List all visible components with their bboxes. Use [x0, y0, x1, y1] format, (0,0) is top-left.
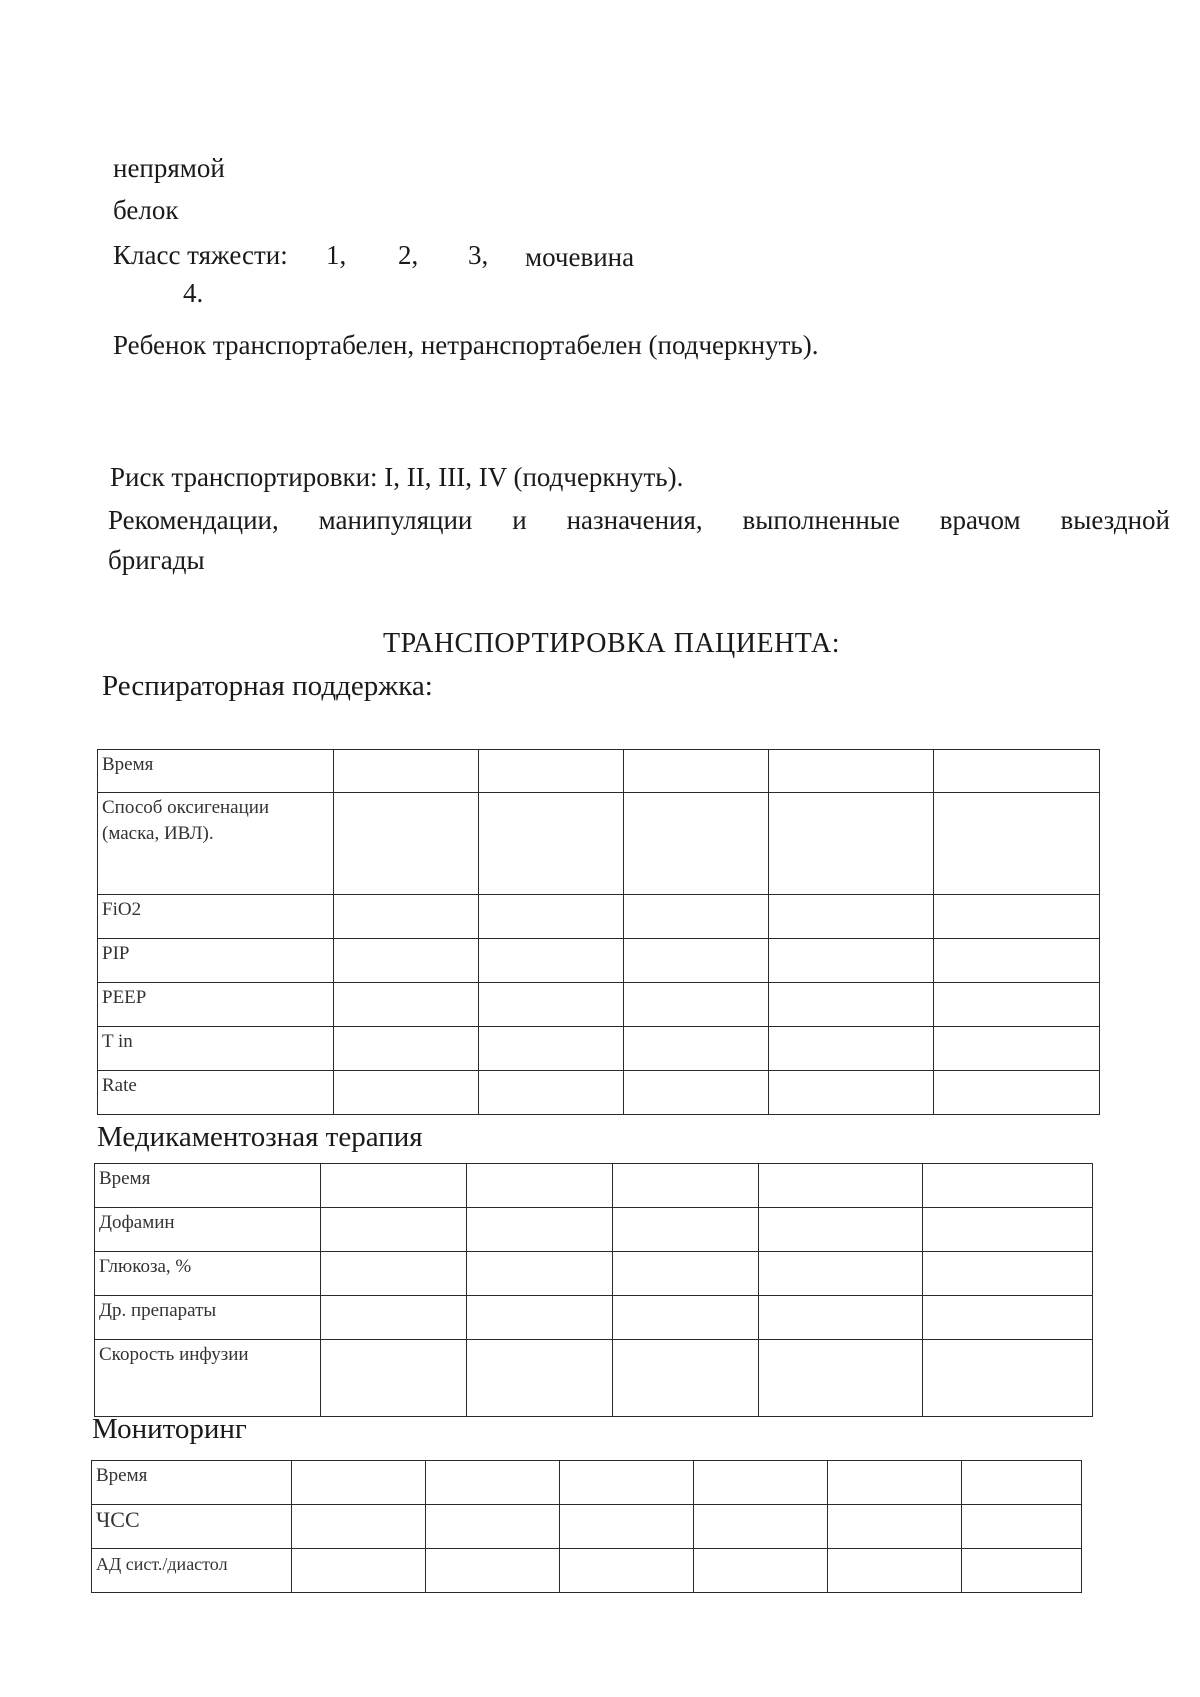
protein-label: белок: [113, 195, 179, 225]
row-label-heart-rate: ЧСС: [92, 1505, 292, 1549]
table-cell[interactable]: [694, 1461, 828, 1505]
row-label-t-in: T in: [98, 1027, 334, 1071]
table-cell[interactable]: [934, 793, 1100, 895]
urea-label: мочевина: [525, 242, 635, 272]
table-cell[interactable]: [624, 983, 769, 1027]
table-cell[interactable]: [769, 750, 934, 793]
table-cell[interactable]: [624, 1027, 769, 1071]
table-cell[interactable]: [934, 895, 1100, 939]
table-cell[interactable]: [560, 1505, 694, 1549]
table-cell[interactable]: [479, 1027, 624, 1071]
table-cell[interactable]: [694, 1505, 828, 1549]
table-cell[interactable]: [759, 1296, 923, 1340]
table-cell[interactable]: [828, 1461, 962, 1505]
row-label-time: Время: [95, 1164, 321, 1208]
table-cell[interactable]: [479, 939, 624, 983]
table-cell[interactable]: [624, 1071, 769, 1115]
table-cell[interactable]: [467, 1208, 613, 1252]
table-cell[interactable]: [613, 1252, 759, 1296]
table-cell[interactable]: [624, 895, 769, 939]
table-cell[interactable]: [934, 1071, 1100, 1115]
table-cell[interactable]: [334, 983, 479, 1027]
table-cell[interactable]: [759, 1252, 923, 1296]
table-cell[interactable]: [934, 1027, 1100, 1071]
table-cell[interactable]: [479, 895, 624, 939]
table-cell[interactable]: [321, 1164, 467, 1208]
table-cell[interactable]: [426, 1461, 560, 1505]
page-title: ТРАНСПОРТИРОВКА ПАЦИЕНТА:: [383, 628, 841, 659]
row-label-dopamine: Дофамин: [95, 1208, 321, 1252]
table-cell[interactable]: [321, 1340, 467, 1417]
table-cell[interactable]: [479, 1071, 624, 1115]
table-cell[interactable]: [923, 1340, 1093, 1417]
table-cell[interactable]: [694, 1549, 828, 1593]
severity-option-4[interactable]: 4.: [183, 278, 204, 308]
table-cell[interactable]: [613, 1340, 759, 1417]
table-cell[interactable]: [962, 1505, 1082, 1549]
row-label-oxygenation-method: Способ оксигенации (маска, ИВЛ).: [98, 793, 334, 895]
indirect-label: непрямой: [113, 153, 225, 183]
table-cell[interactable]: [962, 1549, 1082, 1593]
table-cell[interactable]: [334, 793, 479, 895]
table-cell[interactable]: [769, 793, 934, 895]
table-cell[interactable]: [426, 1549, 560, 1593]
table-cell[interactable]: [334, 1071, 479, 1115]
table-cell[interactable]: [321, 1296, 467, 1340]
transportability-text[interactable]: Ребенок транспортабелен, нетранспортабелен (подчеркнуть).: [113, 330, 819, 360]
monitoring-heading: Мониторинг: [92, 1413, 247, 1445]
table-cell[interactable]: [321, 1252, 467, 1296]
transport-risk-text[interactable]: Риск транспортировки: I, II, III, IV (подчеркнуть).: [110, 462, 684, 492]
table-cell[interactable]: [934, 983, 1100, 1027]
table-cell[interactable]: [923, 1296, 1093, 1340]
table-cell[interactable]: [467, 1340, 613, 1417]
table-cell[interactable]: [560, 1461, 694, 1505]
row-label-rate: Rate: [98, 1071, 334, 1115]
severity-option-1[interactable]: 1,: [326, 240, 347, 270]
table-cell[interactable]: [560, 1549, 694, 1593]
severity-option-3[interactable]: 3,: [468, 240, 489, 270]
table-cell[interactable]: [479, 750, 624, 793]
row-label-fio2: FiO2: [98, 895, 334, 939]
table-cell[interactable]: [934, 939, 1100, 983]
table-cell[interactable]: [624, 939, 769, 983]
recommendations-line: Рекомендации, манипуляции и назначения, выполненные врачом выездной: [108, 505, 1170, 535]
table-cell[interactable]: [759, 1340, 923, 1417]
table-cell[interactable]: [479, 983, 624, 1027]
table-cell[interactable]: [923, 1252, 1093, 1296]
monitoring-table: [91, 1460, 1082, 1593]
table-cell[interactable]: [962, 1461, 1082, 1505]
table-cell[interactable]: [292, 1461, 426, 1505]
table-cell[interactable]: [759, 1164, 923, 1208]
table-cell[interactable]: [624, 750, 769, 793]
medication-therapy-heading: Медикаментозная терапия: [97, 1121, 423, 1153]
table-cell[interactable]: [467, 1296, 613, 1340]
respiratory-table: [97, 749, 1100, 1115]
row-label-other-drugs: Др. препараты: [95, 1296, 321, 1340]
table-cell[interactable]: [334, 750, 479, 793]
table-cell[interactable]: [923, 1208, 1093, 1252]
table-cell[interactable]: [321, 1208, 467, 1252]
table-cell[interactable]: [769, 1027, 934, 1071]
table-cell[interactable]: [292, 1549, 426, 1593]
table-cell[interactable]: [769, 939, 934, 983]
severity-class-label: Класс тяжести:: [113, 240, 288, 270]
table-cell[interactable]: [934, 750, 1100, 793]
row-label-time: Время: [92, 1461, 292, 1505]
table-cell[interactable]: [334, 895, 479, 939]
table-cell[interactable]: [479, 793, 624, 895]
table-cell[interactable]: [624, 793, 769, 895]
row-label-peep: PEEP: [98, 983, 334, 1027]
table-cell[interactable]: [828, 1505, 962, 1549]
row-label-infusion-rate: Скорость инфузии: [95, 1340, 321, 1417]
row-label-time: Время: [98, 750, 334, 793]
respiratory-support-heading: Респираторная поддержка:: [102, 670, 433, 702]
row-label-glucose: Глюкоза, %: [95, 1252, 321, 1296]
row-label-blood-pressure: АД сист./диастол: [92, 1549, 292, 1593]
table-cell[interactable]: [467, 1252, 613, 1296]
table-cell[interactable]: [426, 1505, 560, 1549]
table-cell[interactable]: [769, 1071, 934, 1115]
recommendations-line-2: бригады: [108, 545, 205, 575]
medication-table: [94, 1163, 1093, 1417]
table-cell[interactable]: [613, 1208, 759, 1252]
table-cell[interactable]: [923, 1164, 1093, 1208]
row-label-pip: PIP: [98, 939, 334, 983]
table-cell[interactable]: [828, 1549, 962, 1593]
table-cell[interactable]: [613, 1164, 759, 1208]
table-cell[interactable]: [769, 895, 934, 939]
table-cell[interactable]: [613, 1296, 759, 1340]
table-cell[interactable]: [292, 1505, 426, 1549]
severity-option-2[interactable]: 2,: [398, 240, 419, 270]
table-cell[interactable]: [769, 983, 934, 1027]
table-cell[interactable]: [334, 939, 479, 983]
table-cell[interactable]: [759, 1208, 923, 1252]
table-cell[interactable]: [467, 1164, 613, 1208]
table-cell[interactable]: [334, 1027, 479, 1071]
